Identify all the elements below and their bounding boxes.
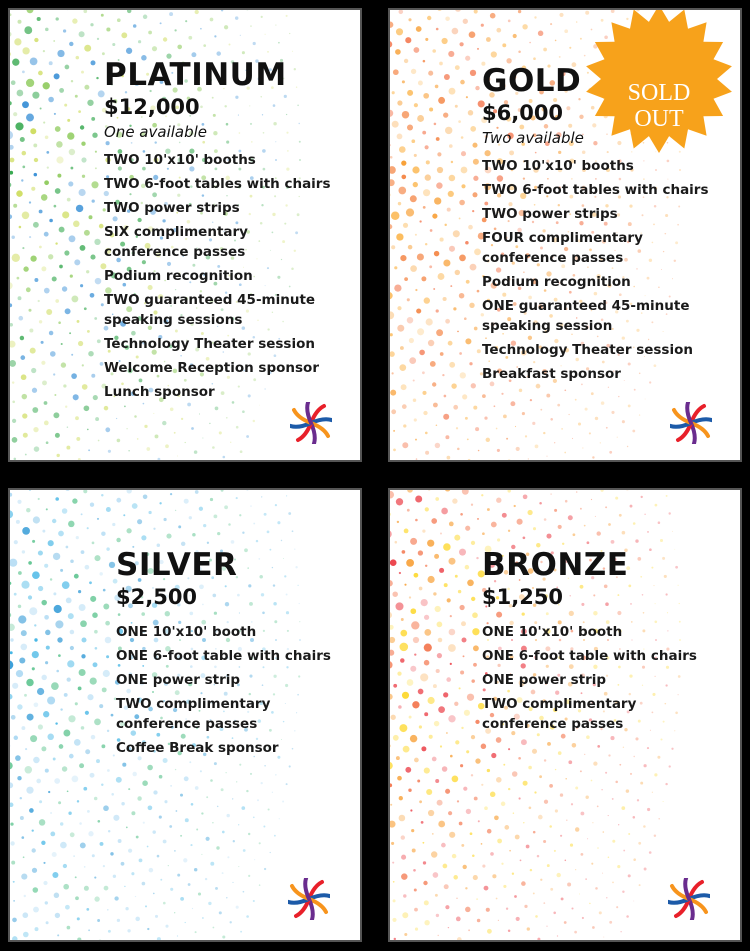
- tier-title: BRONZE: [482, 547, 629, 583]
- feature-item: Podium recognition: [482, 274, 631, 290]
- feature-item: TWO 6-foot tables with chairs: [482, 182, 709, 198]
- feature-item: Lunch sponsor: [104, 384, 215, 400]
- tier-price: $6,000: [482, 101, 564, 125]
- tier-availability: One available: [104, 123, 208, 141]
- feature-item: Welcome Reception sponsor: [104, 360, 319, 376]
- feature-item: TWO power strips: [482, 206, 618, 222]
- feature-item: Coffee Break sponsor: [116, 740, 279, 756]
- feature-item: TWO complimentary conference passes: [482, 696, 637, 732]
- feature-item: ONE 10'x10' booth: [482, 624, 623, 640]
- tier-availability: Two available: [482, 129, 584, 147]
- tier-price: $1,250: [482, 585, 564, 609]
- feature-item: TWO power strips: [104, 200, 240, 216]
- feature-item: ONE guaranteed 45-minute speaking session: [482, 298, 690, 334]
- tier-title: GOLD: [482, 63, 582, 99]
- silver-card: [8, 488, 362, 942]
- feature-item: Technology Theater session: [104, 336, 315, 352]
- feature-item: Breakfast sponsor: [482, 366, 621, 382]
- feature-list: [482, 156, 709, 384]
- feature-item: Podium recognition: [104, 268, 253, 284]
- pinwheel-logo-icon: [288, 878, 330, 920]
- bronze-card: [388, 488, 742, 942]
- feature-item: TWO guaranteed 45-minute speaking sessions: [104, 292, 316, 328]
- tier-title: SILVER: [116, 547, 238, 583]
- feature-item: ONE 6-foot table with chairs: [482, 648, 697, 664]
- feature-item: ONE power strip: [116, 672, 241, 688]
- tier-title: PLATINUM: [104, 57, 287, 93]
- feature-item: TWO 10'x10' booths: [482, 158, 634, 174]
- pinwheel-logo-icon: [668, 878, 710, 920]
- feature-item: TWO complimentary conference passes: [116, 696, 271, 732]
- feature-item: FOUR complimentary conference passes: [482, 230, 643, 266]
- feature-item: TWO 6-foot tables with chairs: [104, 176, 331, 192]
- pinwheel-logo-icon: [290, 402, 332, 444]
- platinum-card: [8, 8, 362, 462]
- feature-list: [116, 622, 331, 758]
- sold-out-badge: SOLD OUT: [627, 80, 691, 132]
- feature-item: TWO 10'x10' booths: [104, 152, 256, 168]
- feature-item: SIX complimentary conference passes: [104, 224, 248, 260]
- tier-price: $12,000: [104, 95, 200, 119]
- pinwheel-logo-icon: [670, 402, 712, 444]
- feature-item: ONE 10'x10' booth: [116, 624, 257, 640]
- feature-item: ONE power strip: [482, 672, 607, 688]
- gold-card: [388, 8, 742, 462]
- feature-list: [482, 622, 697, 734]
- feature-list: [104, 150, 331, 402]
- feature-item: Technology Theater session: [482, 342, 693, 358]
- tier-price: $2,500: [116, 585, 198, 609]
- feature-item: ONE 6-foot table with chairs: [116, 648, 331, 664]
